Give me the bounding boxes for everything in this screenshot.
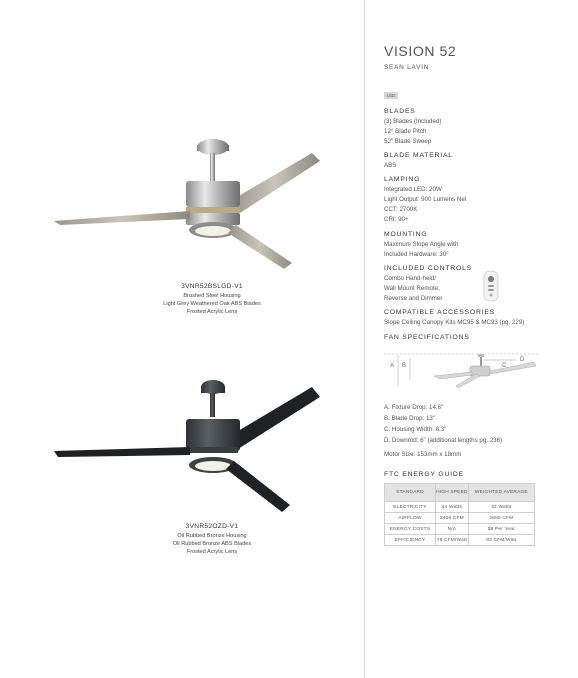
designer-name: SEAN LAVIN [384,64,430,71]
spec-line: CRI: 90+ [384,216,409,223]
table-cell: 32 Watts [468,502,534,513]
ftc-energy-table [384,483,535,546]
spec-line: ABS [384,162,397,169]
table-row [385,524,535,535]
spec-line: Integrated LED: 20W [384,186,442,193]
dim-letter-c: C [502,363,507,369]
table-cell: EFFICIENCY [385,535,436,546]
product-line: Light Grey Weathered Oak ABS Blades [163,301,261,307]
spec-lamping [384,176,574,225]
table-cell: ENERGY COSTS [385,524,436,535]
column-header: HIGH SPEED [436,484,469,502]
spec-line: CCT: 2700K [384,206,418,213]
column-header: STANDARD [385,484,436,502]
product-image-brushed-steel [50,135,330,275]
spec-blade-material [384,152,574,171]
spec-mounting [384,231,574,260]
spec-compatible-accessories [384,309,574,328]
spec-heading: BLADES [384,108,416,115]
led-badge: LED [384,92,398,99]
dim-letter-d: D [520,357,525,363]
product-sku: 3VNR52BSLGD-V1 [181,283,243,290]
product-sku: 3VNR52OZD-V1 [185,523,239,530]
table-cell: 44 Watts [436,502,469,513]
product-line: Frosted Acrylic Lens [186,309,238,315]
table-cell: ELECTRICITY [385,502,436,513]
dimension-list [384,402,502,446]
dimension-item: D. Downrod: 6" (additional lengths pg. 236) [384,437,503,444]
spec-line: Reverse and Dimmer [384,295,443,302]
column-divider [364,0,365,678]
product-line: Oil Rubbed Bronze Housing [177,533,247,539]
table-row [385,513,535,524]
table-row [385,535,535,546]
product-line: Frosted Acrylic Lens [186,549,238,555]
table-cell: 3406 CFM [436,513,469,524]
table-header-row [385,484,535,502]
table-row [385,502,535,513]
spec-line: 52" Blade Sweep [384,138,432,145]
spec-heading: BLADE MATERIAL [384,152,453,159]
spec-heading: MOUNTING [384,231,428,238]
remote-control-icon [482,270,500,307]
dimension-item: A. Fixture Drop: 14.6" [384,404,444,411]
dimension-item: C. Housing Width: 8.3" [384,426,447,433]
ftc-energy-guide-title: FTC ENERGY GUIDE [384,471,464,478]
spec-line: Wall Mount Remote, [384,285,440,292]
product-caption-2 [102,523,322,556]
product-line: Oil Rubbed Bronze ABS Blades [172,541,252,547]
spec-line: Maximum Slope Angle with [384,241,459,248]
spec-line: Slope Ceiling Canopy Kits MC95 & MC93 (pg. 229) [384,319,525,326]
product-title: VISION 52 [384,43,457,59]
product-line: Brushed Steel Housing [183,293,241,299]
table-cell: N/A [436,524,469,535]
table-cell: AIRFLOW [385,513,436,524]
table-cell: 2685 CFM [468,513,534,524]
spec-line: Combo Hand-held/ [384,275,436,282]
spec-line: 12° Blade Pitch [384,128,427,135]
spec-line: Light Output: 900 Lumens Net [384,196,467,203]
table-cell: 83 CFM/Watt [468,535,534,546]
product-caption-1 [102,283,322,316]
spec-fan-specifications [384,334,574,343]
spec-included-controls [384,265,574,304]
spec-heading: FAN SPECIFICATIONS [384,334,470,341]
dim-letter-a: A [390,363,395,369]
spec-line: (3) Blades (Included) [384,118,442,125]
dimension-item: B. Blade Drop: 13" [384,415,436,422]
dim-letter-b: B [402,363,407,369]
table-cell: 78 CFM/Watt [436,535,469,546]
spec-line: Included Hardware: 30° [384,251,449,258]
motor-size: Motor Size: 153mm x 18mm [384,451,462,458]
spec-heading: INCLUDED CONTROLS [384,265,472,272]
column-header: WEIGHTED AVERAGE [468,484,534,502]
product-image-oil-rubbed-bronze [50,375,330,520]
spec-blades [384,108,574,147]
fan-dimension-diagram [384,350,539,403]
spec-heading: LAMPING [384,176,421,183]
spec-heading: COMPATIBLE ACCESSORIES [384,309,496,316]
table-cell: $9 Per Year [468,524,534,535]
